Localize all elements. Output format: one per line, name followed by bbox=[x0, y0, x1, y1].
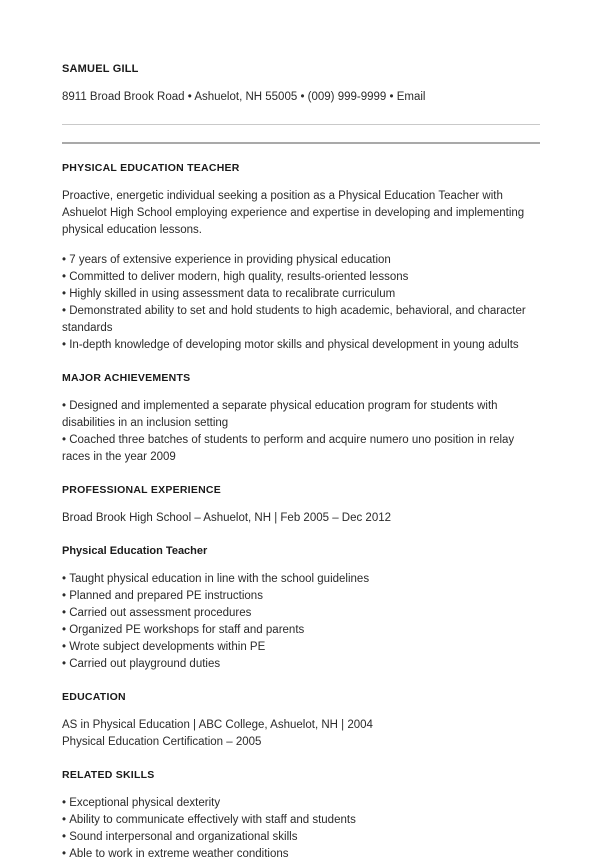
header-divider-thin bbox=[62, 124, 540, 125]
achievements-list bbox=[62, 398, 538, 466]
resume-header bbox=[62, 62, 538, 105]
education-line: AS in Physical Education | ABC College, Ashuelot, NH | 2004 bbox=[62, 719, 373, 731]
list-item: • Taught physical education in line with the school guidelines bbox=[62, 571, 534, 588]
experience-heading: PROFESSIONAL EXPERIENCE bbox=[62, 484, 222, 496]
education-heading: EDUCATION bbox=[62, 691, 126, 703]
header-divider-thick bbox=[62, 142, 540, 144]
list-item: • 7 years of extensive experience in providing physical education bbox=[62, 252, 534, 269]
employer-line: Broad Brook High School – Ashuelot, NH | Feb 2005 – Dec 2012 bbox=[62, 512, 392, 524]
list-item: • Demonstrated ability to set and hold students to high academic, behavioral, and character standards bbox=[62, 303, 534, 337]
list-item: • Organized PE workshops for staff and parents bbox=[62, 622, 534, 639]
job-title: Physical Education Teacher bbox=[62, 545, 208, 557]
candidate-name: SAMUEL GILL bbox=[62, 63, 139, 75]
skills-heading: RELATED SKILLS bbox=[62, 769, 155, 781]
section-objective bbox=[62, 162, 538, 354]
section-education bbox=[62, 691, 538, 751]
skills-list bbox=[62, 795, 538, 863]
list-item: • Sound interpersonal and organizational skills bbox=[62, 829, 534, 846]
contact-line: 8911 Broad Brook Road • Ashuelot, NH 55005 • (009) 999-9999 • Email bbox=[62, 91, 426, 103]
list-item: • Wrote subject developments within PE bbox=[62, 639, 534, 656]
section-skills bbox=[62, 769, 538, 863]
list-item: • Exceptional physical dexterity bbox=[62, 795, 534, 812]
list-item: • Carried out playground duties bbox=[62, 656, 534, 673]
achievements-heading: MAJOR ACHIEVEMENTS bbox=[62, 372, 191, 384]
section-achievements bbox=[62, 372, 538, 466]
list-item: • Highly skilled in using assessment data to recalibrate curriculum bbox=[62, 286, 534, 303]
list-item: • Planned and prepared PE instructions bbox=[62, 588, 534, 605]
section-experience bbox=[62, 484, 538, 673]
list-item: • Carried out assessment procedures bbox=[62, 605, 534, 622]
list-item: • In-depth knowledge of developing motor skills and physical development in young adults bbox=[62, 337, 534, 354]
objective-highlights bbox=[62, 252, 538, 354]
list-item: • Able to work in extreme weather conditions bbox=[62, 846, 534, 863]
duties-list bbox=[62, 571, 538, 673]
objective-heading: PHYSICAL EDUCATION TEACHER bbox=[62, 162, 240, 174]
list-item: • Coached three batches of students to perform and acquire numero uno position in relay races in the year 2009 bbox=[62, 432, 534, 466]
list-item: • Committed to deliver modern, high quality, results-oriented lessons bbox=[62, 269, 534, 286]
list-item: • Ability to communicate effectively with staff and students bbox=[62, 812, 534, 829]
education-line: Physical Education Certification – 2005 bbox=[62, 736, 262, 748]
list-item: • Designed and implemented a separate physical education program for students with disabilities in an inclusion setting bbox=[62, 398, 534, 432]
objective-summary: Proactive, energetic individual seeking a position as a Physical Education Teacher with Ashuelot High School employing experience and expertise in developing and implementing physical education lessons. bbox=[62, 190, 525, 236]
